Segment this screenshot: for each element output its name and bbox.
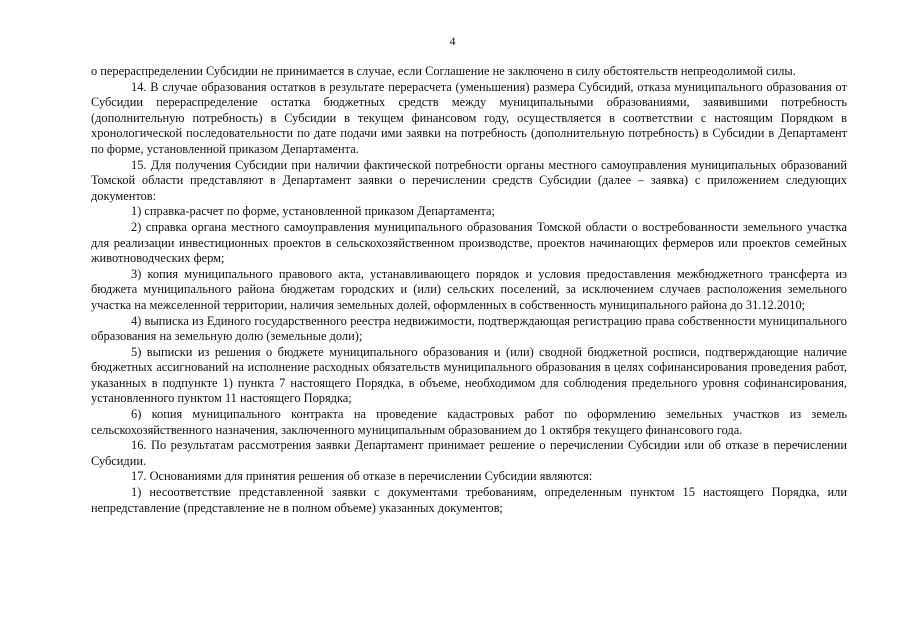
- page-number: 4: [449, 34, 456, 48]
- paragraph-clause-16: 16. По результатам рассмотрения заявки Департамент принимает решение о перечислении Субсидии или об отказе в перечислении Субсидии.: [91, 438, 847, 468]
- paragraph-item-2: 2) справка органа местного самоуправления муниципального образования Томской области о востребованности земельного участка для реализации инвестиционных проектов в сельскохозяйственном производстве, проектов начинающих фермеров или проектов семейных животноводческих ферм;: [91, 219, 847, 266]
- paragraph-item-6: 6) копия муниципального контракта на проведение кадастровых работ по оформлению земельных участков из земель сельскохозяйственного назначения, заключенного муниципальным образованием до 1 октября текущего финансового года.: [91, 407, 847, 437]
- paragraph-continuation: о перераспределении Субсидии не принимается в случае, если Соглашение не заключено в силу обстоятельств непреодолимой силы.: [91, 64, 796, 78]
- paragraph-item-5: 5) выписки из решения о бюджете муниципального образования и (или) сводной бюджетной росписи, подтверждающие наличие бюджетных ассигнований на исполнение расходных обязательств муниципального образования в целях софинансирования проведения работ, указанных в подпункте 1) пункта 7 настоящего Порядка, в объеме, необходимом для соблюдения предельного уровня софинансирования, установленного пунктом 11 настоящего Порядка;: [91, 344, 847, 406]
- paragraph-item-1: 1) справка-расчет по форме, установленной приказом Департамента;: [131, 204, 495, 219]
- paragraph-clause-17: 17. Основаниями для принятия решения об отказе в перечислении Субсидии являются:: [131, 469, 593, 484]
- paragraph-clause-15: 15. Для получения Субсидии при наличии фактической потребности органы местного самоуправления муниципальных образований Томской области представляют в Департамент заявки о перечислении средств Субсидии (далее – заявка) с приложением следующих документов:: [91, 157, 847, 203]
- paragraph-clause-14: 14. В случае образования остатков в результате перерасчета (уменьшения) размера Субсидий, отказа муниципального образования от Субсидии перераспределение остатка бюджетных средств между муниципальными образованиями, заявившими потребность (дополнительную потребность) в Субсидии в текущем финансовом году, осуществляется в соответствии с настоящим Порядком в хронологической последовательности по дате подачи ими заявки на потребность (дополнительную потребность) в Субсидии в Департамент по форме, установленной приказом Департамента.: [91, 79, 847, 156]
- paragraph-item-3: 3) копия муниципального правового акта, устанавливающего порядок и условия предоставления межбюджетного трансферта из бюджета муниципального района бюджетам городских и (или) сельских поселений, за исключением случаев расположения земельного участка на межселенной территории, наличия земельных долей, оформленных в собственность муниципального района до 31.12.2010;: [91, 266, 847, 312]
- paragraph-refusal-ground-1: 1) несоответствие представленной заявки с документами требованиям, определенным пунктом 15 настоящего Порядка, или непредставление (представление не в полном объеме) указанных документов;: [91, 485, 847, 515]
- paragraph-item-4: 4) выписка из Единого государственного реестра недвижимости, подтверждающая регистрацию права собственности муниципального образования на земельную долю (земельные доли);: [91, 313, 847, 344]
- document-body: [91, 64, 847, 516]
